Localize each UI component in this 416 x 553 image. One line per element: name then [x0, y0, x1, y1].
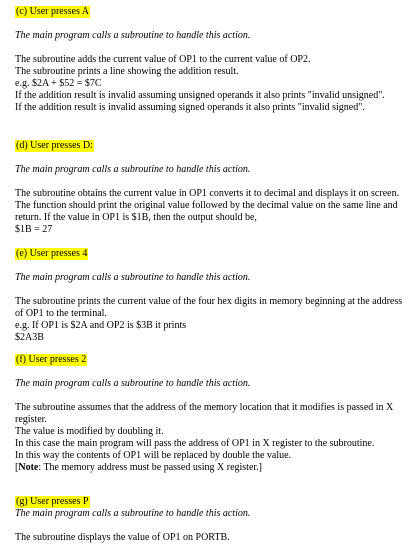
body-line: The subroutine displays the value of OP1 on PORTB. — [15, 532, 230, 543]
body-line: The subroutine obtains the current value in OP1 converts it to decimal and displays it on screen. The function should print the original value followed by the decimal value on the same line and return. If the value in OP1 is $1B, then the output should be, — [15, 188, 400, 223]
section-d — [15, 140, 407, 236]
section-intro: The main program calls a subroutine to handle this action. — [15, 164, 251, 175]
section-heading: (c) User presses A — [16, 6, 90, 17]
body-line: In this way the contents of OP1 will be replaced by double the value. — [15, 450, 292, 461]
section-g — [15, 496, 407, 544]
note-text: : The memory address must be passed using X register.] — [38, 462, 263, 473]
note-open: [ — [15, 462, 19, 473]
body-line: The subroutine prints the current value of the four hex digits in memory beginning at the address of OP1 to the terminal. — [15, 296, 403, 319]
section-e — [15, 248, 407, 344]
body-line: The subroutine prints a line showing the addition result. — [15, 66, 239, 77]
section-intro: The main program calls a subroutine to handle this action. — [15, 378, 251, 389]
body-line: $1B = 27 — [15, 224, 53, 235]
section-intro: The main program calls a subroutine to handle this action. — [15, 508, 251, 519]
body-line: The subroutine assumes that the address of the memory location that it modifies is passed in X register. — [15, 402, 394, 425]
section-intro: The main program calls a subroutine to handle this action. — [15, 30, 251, 41]
body-line: The subroutine adds the current value of OP1 to the current value of OP2. — [15, 54, 311, 65]
section-f — [15, 354, 407, 474]
note-label: Note — [18, 462, 39, 473]
body-line: e.g. $2A + $52 = $7C — [15, 78, 102, 89]
note-line — [15, 462, 407, 474]
body-line: If the addition result is invalid assuming signed operands it also prints "invalid signed". — [15, 102, 365, 113]
body-line: If the addition result is invalid assuming unsigned operands it also prints "invalid unsigned". — [15, 90, 385, 101]
section-heading: (f) User presses 2 — [16, 354, 87, 365]
section-heading: (e) User presses 4 — [16, 248, 88, 259]
body-line: $2A3B — [15, 332, 44, 343]
section-heading: (g) User presses P — [16, 496, 89, 507]
body-line: The value is modified by doubling it. — [15, 426, 164, 437]
body-line: In this case the main program will pass the address of OP1 in X register to the subroutine. — [15, 438, 375, 449]
section-heading: (d) User presses D: — [16, 140, 93, 151]
body-line: e.g. If OP1 is $2A and OP2 is $3B it prints — [15, 320, 187, 331]
section-intro: The main program calls a subroutine to handle this action. — [15, 272, 251, 283]
section-c — [15, 6, 407, 114]
